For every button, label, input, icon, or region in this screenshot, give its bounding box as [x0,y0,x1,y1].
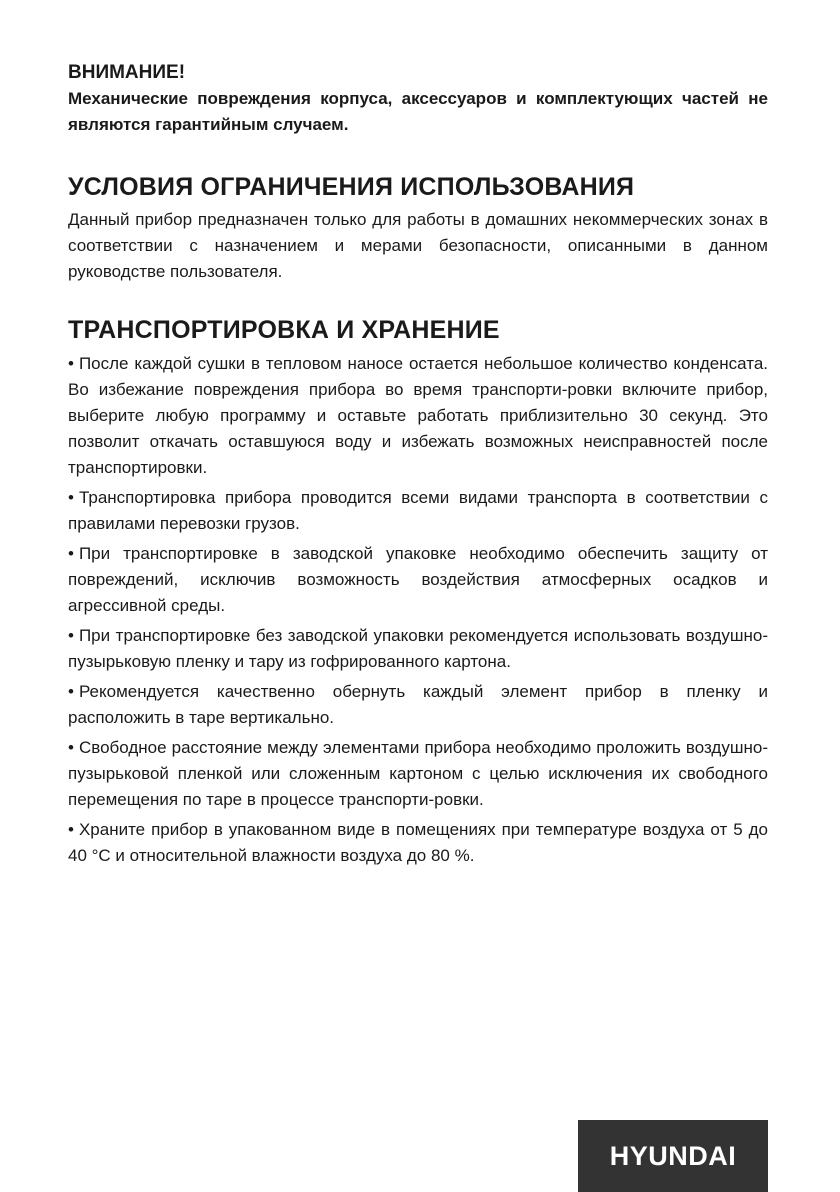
bullet-icon: • [68,488,74,507]
list-item [68,485,768,537]
list-item-text: При транспортировке в заводской упаковке необходимо обеспечить защиту от повреждений, исключив возможность воздействия атмосферных осадков и агрессивной среды. [68,544,768,615]
bullet-icon: • [68,682,74,701]
usage-section-title: УСЛОВИЯ ОГРАНИЧЕНИЯ ИСПОЛЬЗОВАНИЯ [68,173,635,201]
list-item [68,735,768,813]
transport-section-title: ТРАНСПОРТИРОВКА И ХРАНЕНИЕ [68,316,500,344]
list-item [68,351,768,481]
list-item-text: Транспортировка прибора проводится всеми видами транспорта в соответствии с правилами перевозки грузов. [68,488,768,533]
bullet-icon: • [68,738,74,757]
document-page [68,60,768,873]
list-item-text: Рекомендуется качественно обернуть каждый элемент прибор в пленку и расположить в таре вертикально. [68,682,768,727]
bullet-icon: • [68,626,74,645]
bullet-icon: • [68,820,74,839]
bullet-icon: • [68,544,74,563]
list-item-text: Свободное расстояние между элементами прибора необходимо проложить воздушно-пузырьковой пленкой или сложенным картоном с целью исключения их свободного перемещения по таре в процессе транспорти-ровки. [68,738,768,809]
list-item-text: При транспортировке без заводской упаковки рекомендуется использовать воздушно-пузырьковую пленку и тару из гофрированного картона. [68,626,768,671]
list-item [68,623,768,675]
list-item-text: Храните прибор в упакованном виде в помещениях при температуре воздуха от 5 до 40 °С и относительной влажности воздуха до 80 %. [68,820,768,865]
list-item [68,679,768,731]
logo-text: HYUNDAI [609,1140,737,1171]
transport-list [68,351,768,869]
hyundai-logo [578,1120,768,1192]
bullet-icon: • [68,354,74,373]
warning-text: Механические повреждения корпуса, аксессуаров и комплектующих частей не являются гарантийным случаем. [68,89,768,134]
list-item-text: После каждой сушки в тепловом наносе остается небольшое количество конденсата. Во избежание повреждения прибора во время транспорти-ровки включите прибор, выберите любую программу и оставьте работать приблизительно 30 секунд. Это позволит откачать оставшуюся воду и избежать возможных неисправностей после транспортировки. [68,354,768,477]
warning-title: ВНИМАНИЕ! [68,62,186,83]
list-item [68,541,768,619]
usage-text: Данный прибор предназначен только для работы в домашних некоммерческих зонах в соответствии с назначением и мерами безопасности, описанными в данном руководстве пользователя. [68,210,768,281]
list-item [68,817,768,869]
